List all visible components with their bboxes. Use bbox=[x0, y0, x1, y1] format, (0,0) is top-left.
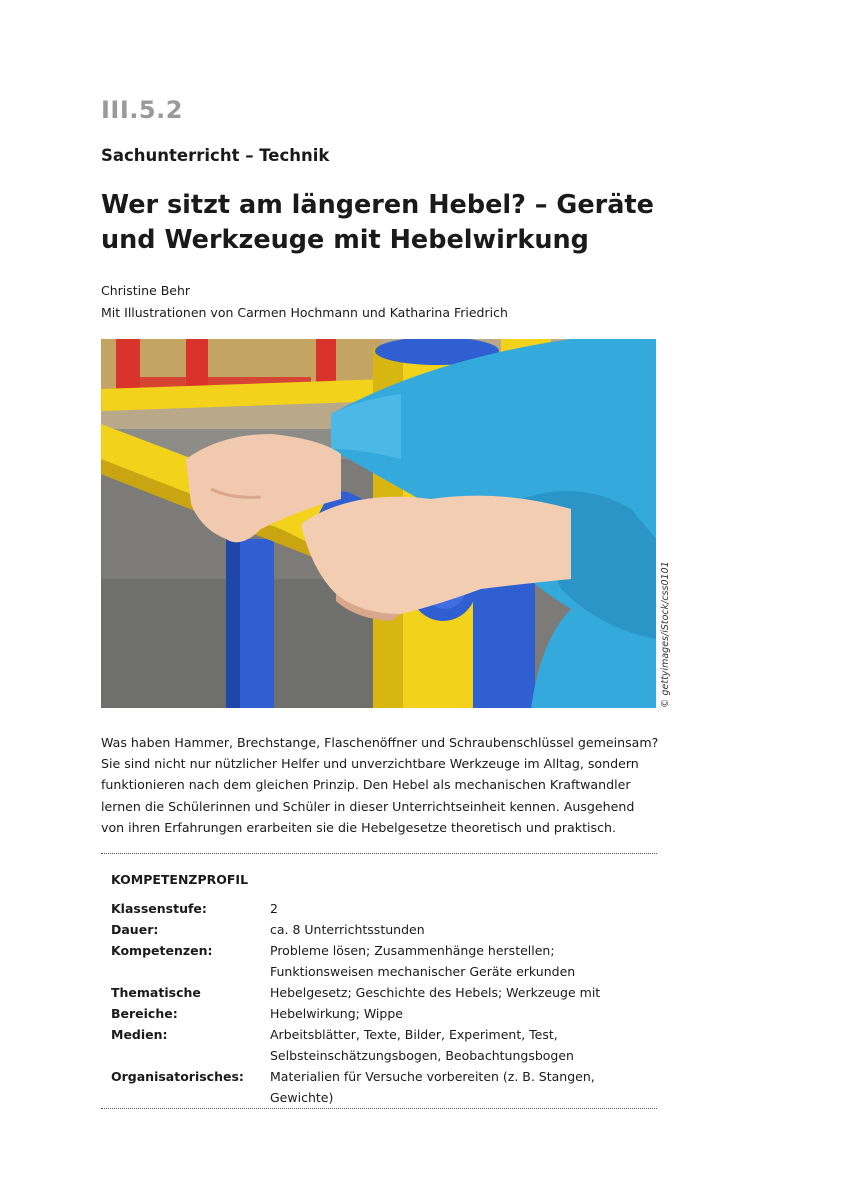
cover-photo bbox=[101, 339, 656, 708]
profile-value: Hebelgesetz; Geschichte des Hebels; Werkzeuge mit Hebelwirkung; Wippe bbox=[270, 985, 601, 1021]
section-number: III.5.2 bbox=[101, 96, 183, 124]
profile-row bbox=[111, 1024, 656, 1066]
page-title bbox=[101, 188, 701, 258]
profile-label: Thematische Bereiche: bbox=[111, 985, 201, 1021]
competence-profile bbox=[111, 872, 656, 1108]
profile-value: Materialien für Versuche vorbereiten (z. B. Stangen, Gewichte) bbox=[270, 1069, 595, 1105]
title-line-1: Wer sitzt am längeren Hebel? – Geräte bbox=[101, 190, 654, 220]
profile-value: 2 bbox=[270, 901, 278, 916]
divider-top bbox=[101, 853, 657, 854]
profile-value: Arbeitsblätter, Texte, Bilder, Experiment, Test, Selbsteinschätzungsbogen, Beobachtungsbogen bbox=[270, 1027, 574, 1063]
illustrators-line: Mit Illustrationen von Carmen Hochmann und Katharina Friedrich bbox=[101, 305, 508, 320]
profile-value: ca. 8 Unterrichtsstunden bbox=[270, 922, 425, 937]
profile-value: Probleme lösen; Zusammenhänge herstellen; Funktionsweisen mechanischer Geräte erkunden bbox=[270, 943, 576, 979]
profile-label: Medien: bbox=[111, 1027, 168, 1042]
profile-row bbox=[111, 898, 656, 919]
author-block bbox=[101, 280, 508, 324]
profile-label: Kompetenzen: bbox=[111, 943, 213, 958]
profile-row bbox=[111, 919, 656, 940]
subject-heading: Sachunterricht – Technik bbox=[101, 146, 330, 165]
photo-credit: © gettyimages/iStock/css0101 bbox=[660, 561, 671, 708]
profile-label: Organisatorisches: bbox=[111, 1069, 244, 1084]
author-name: Christine Behr bbox=[101, 283, 191, 298]
profile-label: Klassenstufe: bbox=[111, 901, 207, 916]
profile-row bbox=[111, 1066, 656, 1108]
title-line-2: und Werkzeuge mit Hebelwirkung bbox=[101, 225, 589, 255]
intro-paragraph: Was haben Hammer, Brechstange, Flaschenöffner und Schraubenschlüssel gemeinsam? Sie sind nicht nur nützlicher Helfer und unverzichtbare Werkzeuge im Alltag, sondern funktionieren nach dem gleichen Prinzip. Den Hebel als mechanischen Kraftwandler lernen die Schülerinnen und Schüler in dieser Unterrichtseinheit kennen. Ausgehend von ihren Erfahrungen erarbeiten sie die Hebelgesetze theoretisch und praktisch. bbox=[101, 735, 659, 835]
photo-illustration bbox=[101, 339, 656, 708]
profile-row bbox=[111, 982, 656, 1024]
profile-label: Dauer: bbox=[111, 922, 159, 937]
profile-row bbox=[111, 940, 656, 982]
divider-bottom bbox=[101, 1108, 657, 1109]
profile-heading: KOMPETENZPROFIL bbox=[111, 872, 249, 887]
